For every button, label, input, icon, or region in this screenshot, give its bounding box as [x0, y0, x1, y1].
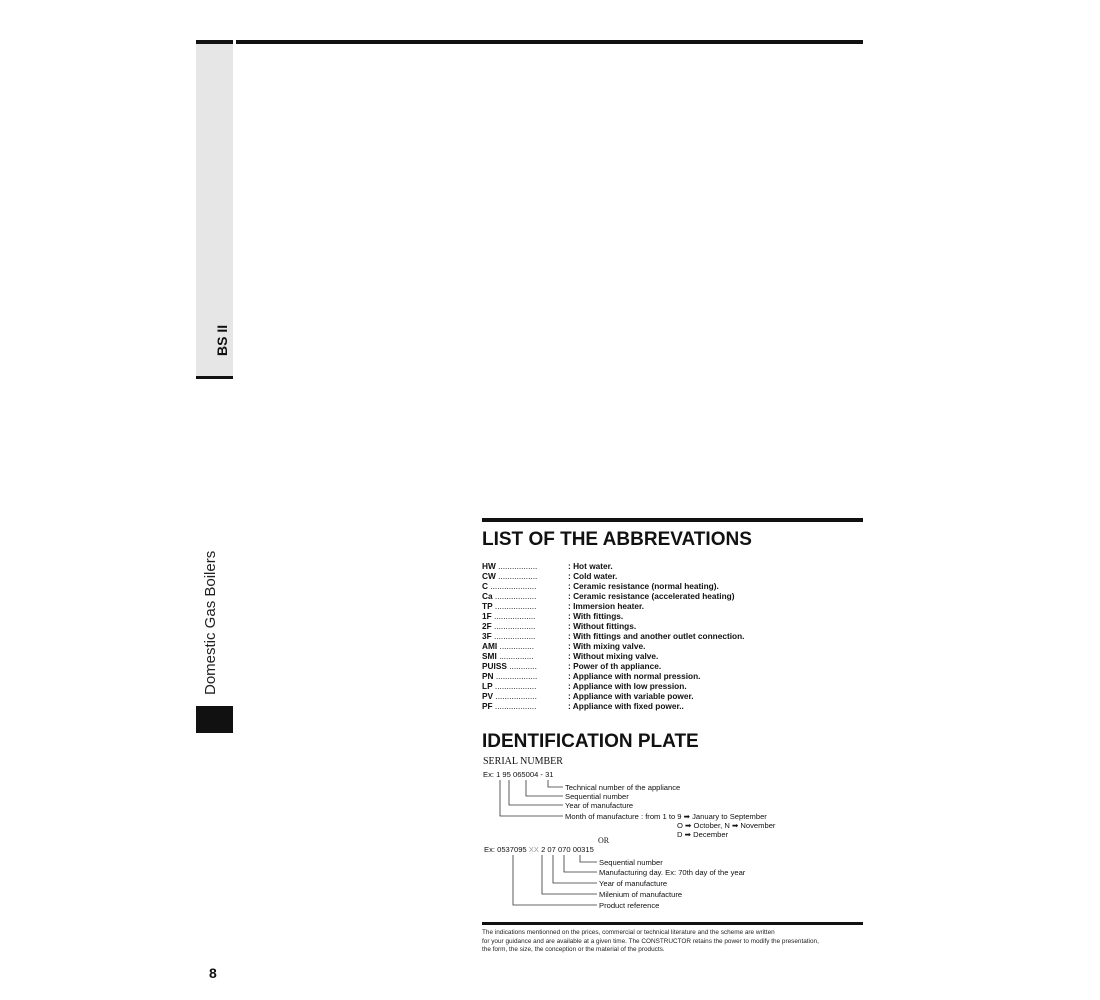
abbreviation-code-text: HW	[482, 561, 496, 571]
month-range-1: January to September	[692, 812, 767, 821]
abbreviation-description: : Ceramic resistance (accelerated heating)	[568, 591, 735, 601]
abbreviation-description: : With fittings and another outlet connection.	[568, 631, 745, 641]
or-separator: OR	[598, 836, 610, 845]
serial-number-heading: SERIAL NUMBER	[483, 756, 563, 767]
abbreviation-description: : With mixing valve.	[568, 641, 646, 651]
arrow-right-icon: ➡	[683, 812, 690, 821]
abbreviation-dots: ............	[506, 661, 537, 671]
abbreviation-dots: ..................	[492, 701, 537, 711]
abbreviation-code-text: C	[482, 581, 488, 591]
leader-month	[500, 780, 563, 816]
abbreviation-dots: ..................	[491, 611, 536, 621]
disclaimer-line: The indications mentionned on the prices, commercial or technical literature and the scheme are written	[482, 929, 775, 936]
abbreviation-code-text: CW	[482, 571, 496, 581]
serial-1-label-year: Year of manufacture	[565, 801, 634, 810]
abbreviation-code-text: SMI	[482, 651, 497, 661]
abbreviation-description: : Ceramic resistance (normal heating).	[568, 581, 719, 591]
abbreviation-code-text: 3F	[482, 631, 492, 641]
abbreviation-dots: ...............	[497, 641, 535, 651]
abbreviation-description: : Power of th appliance.	[568, 661, 662, 671]
abbreviation-description: : Appliance with variable power.	[568, 691, 694, 701]
month-code-o: O	[677, 821, 683, 830]
abbreviation-description: : Without mixing valve.	[568, 651, 659, 661]
abbreviation-description: : With fittings.	[568, 611, 624, 621]
month-range-2: October, N ➡ November	[693, 821, 776, 830]
abbreviation-description: : Appliance with low pression.	[568, 681, 687, 691]
serial-example-2-code-b: 2 07 070 00315	[541, 845, 594, 854]
abbreviation-code-text: Ca	[482, 591, 493, 601]
abbreviation-dots: .................	[495, 561, 538, 571]
month-code-d: D	[677, 830, 683, 839]
abbreviation-dots: .................	[495, 571, 538, 581]
leader-product	[513, 855, 597, 905]
abbreviation-dots: ..................	[492, 591, 537, 601]
model-label: BS II	[214, 324, 230, 356]
serial-2-label-millenium: Milenium of manufacture	[599, 890, 683, 899]
leader-sequential-2	[580, 855, 597, 862]
abbreviation-description: : Hot water.	[568, 561, 613, 571]
serial-1-label-technical: Technical number of the appliance	[565, 783, 681, 792]
serial-1-label-month-text: Month of manufacture : from 1 to 9	[565, 812, 682, 821]
leader-day	[564, 855, 597, 872]
identification-title: IDENTIFICATION PLATE	[482, 731, 699, 752]
abbreviation-code-text: PF	[482, 701, 493, 711]
serial-2-label-sequential: Sequential number	[599, 858, 663, 867]
leader-sequential-1	[526, 780, 563, 796]
leader-year-1	[509, 780, 563, 805]
abbreviation-code-text: LP	[482, 681, 493, 691]
abbreviation-code-text: PV	[482, 691, 494, 701]
serial-example-2-prefix: Ex:	[484, 845, 498, 854]
arrow-right-icon: ➡	[684, 830, 691, 839]
serial-2-label-year: Year of manufacture	[599, 879, 668, 888]
leader-year-2	[553, 855, 597, 883]
abbreviation-dots: ..................	[493, 671, 538, 681]
abbreviation-description: : Appliance with normal pression.	[568, 671, 701, 681]
serial-1-label-sequential: Sequential number	[565, 792, 629, 801]
abbreviation-code-text: 2F	[482, 621, 492, 631]
abbreviation-code-text: PUISS	[482, 661, 507, 671]
serial-example-2-code-a: 0537095	[497, 845, 527, 854]
disclaimer-line: the form, the size, the conception or the material of the products.	[482, 946, 665, 953]
abbreviation-code-text: AMI	[482, 641, 498, 651]
abbreviation-dots: ..................	[492, 601, 537, 611]
abbreviation-dots: ..................	[493, 691, 537, 701]
abbreviation-description: : Without fittings.	[568, 621, 637, 631]
abbreviation-dots: ...............	[496, 651, 534, 661]
abbreviation-description: : Cold water.	[568, 571, 618, 581]
abbreviation-dots: ....................	[488, 581, 537, 591]
abbreviation-code-text: 1F	[482, 611, 492, 621]
serial-2-label-day: Manufacturing day. Ex: 70th day of the year	[599, 868, 746, 877]
abbreviation-code-text: TP	[482, 601, 493, 611]
month-range-3: December	[693, 830, 729, 839]
serial-example-1-code: 1 95 065004 - 31	[496, 770, 554, 779]
leader-technical	[548, 780, 563, 787]
page-number: 8	[209, 965, 217, 981]
abbreviation-dots: ..................	[491, 631, 536, 641]
leader-millenium	[542, 855, 597, 894]
disclaimer-line: for your guidance and are available at a given time. The CONSTRUCTOR retains the power to modify the presentation,	[482, 937, 819, 945]
abbreviation-description: : Immersion heater.	[568, 601, 645, 611]
arrow-right-icon: ➡	[685, 821, 692, 830]
abbreviation-dots: ..................	[492, 681, 537, 691]
serial-2-label-product: Product reference	[599, 901, 660, 910]
serial-example-1-prefix: Ex:	[483, 770, 497, 779]
disclaimer	[482, 929, 872, 955]
abbreviation-dots: ..................	[491, 621, 536, 631]
category-label: Domestic Gas Boilers	[202, 550, 219, 695]
disclaimer-rule	[482, 922, 863, 925]
abbreviations-title: LIST OF THE ABBREVATIONS	[482, 529, 752, 550]
abbreviation-description: : Appliance with fixed power..	[568, 701, 684, 711]
serial-example-2-code-xx: XX	[528, 845, 539, 854]
abbreviation-code-text: PN	[482, 671, 494, 681]
